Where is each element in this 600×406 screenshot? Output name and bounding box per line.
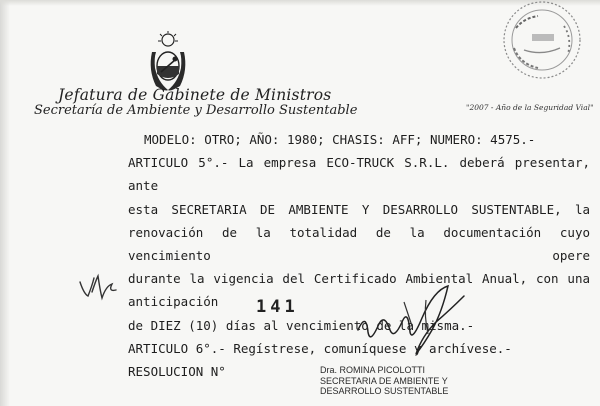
signer-title-2: DESARROLLO SUSTENTABLE: [320, 386, 449, 396]
year-motto: "2007 - Año de la Seguridad Vial": [466, 103, 594, 112]
argentina-emblem-icon: [146, 30, 190, 94]
resolution-number: 141: [256, 297, 299, 317]
vehicle-details-line: MODELO: OTRO; AÑO: 1980; CHASIS: AFF; NUMERO: 4575.-: [144, 132, 536, 147]
signer-title-1: SECRETARIA DE AMBIENTE Y: [320, 375, 448, 386]
margin-initials: [78, 272, 120, 306]
secretariat-heading: Secretaría de Ambiente y Desarrollo Sustentable: [34, 103, 358, 118]
official-stamp-icon: [494, 0, 582, 86]
signature-block: [320, 365, 460, 397]
article-6-line: ARTICULO 6°.- Regístrese, comuníquese y archívese.-: [128, 340, 512, 356]
signer-name: Dra. ROMINA PICOLOTTI: [320, 365, 426, 375]
article-5-line-2: esta SECRETARIA DE AMBIENTE Y DESARROLLO SUSTENTABLE, la: [128, 201, 590, 217]
scan-shadow-left: [0, 0, 10, 406]
article-5-line-1: ARTICULO 5°.- La empresa ECO-TRUCK S.R.L. deberá presentar, ante: [128, 155, 590, 194]
article-5-line-5: de DIEZ (10) días al vencimiento de la misma.-: [128, 317, 475, 333]
article-5-line-4: durante la vigencia del Certificado Ambiental Anual, con una anticipación: [128, 271, 590, 310]
handwritten-signature: [352, 282, 470, 362]
resolution-number-label: RESOLUCION N°: [128, 364, 226, 380]
ministry-heading: Jefatura de Gabinete de Ministros: [58, 86, 332, 104]
article-5-line-3: renovación de la totalidad de la documentación cuyo vencimiento opere: [128, 224, 590, 264]
